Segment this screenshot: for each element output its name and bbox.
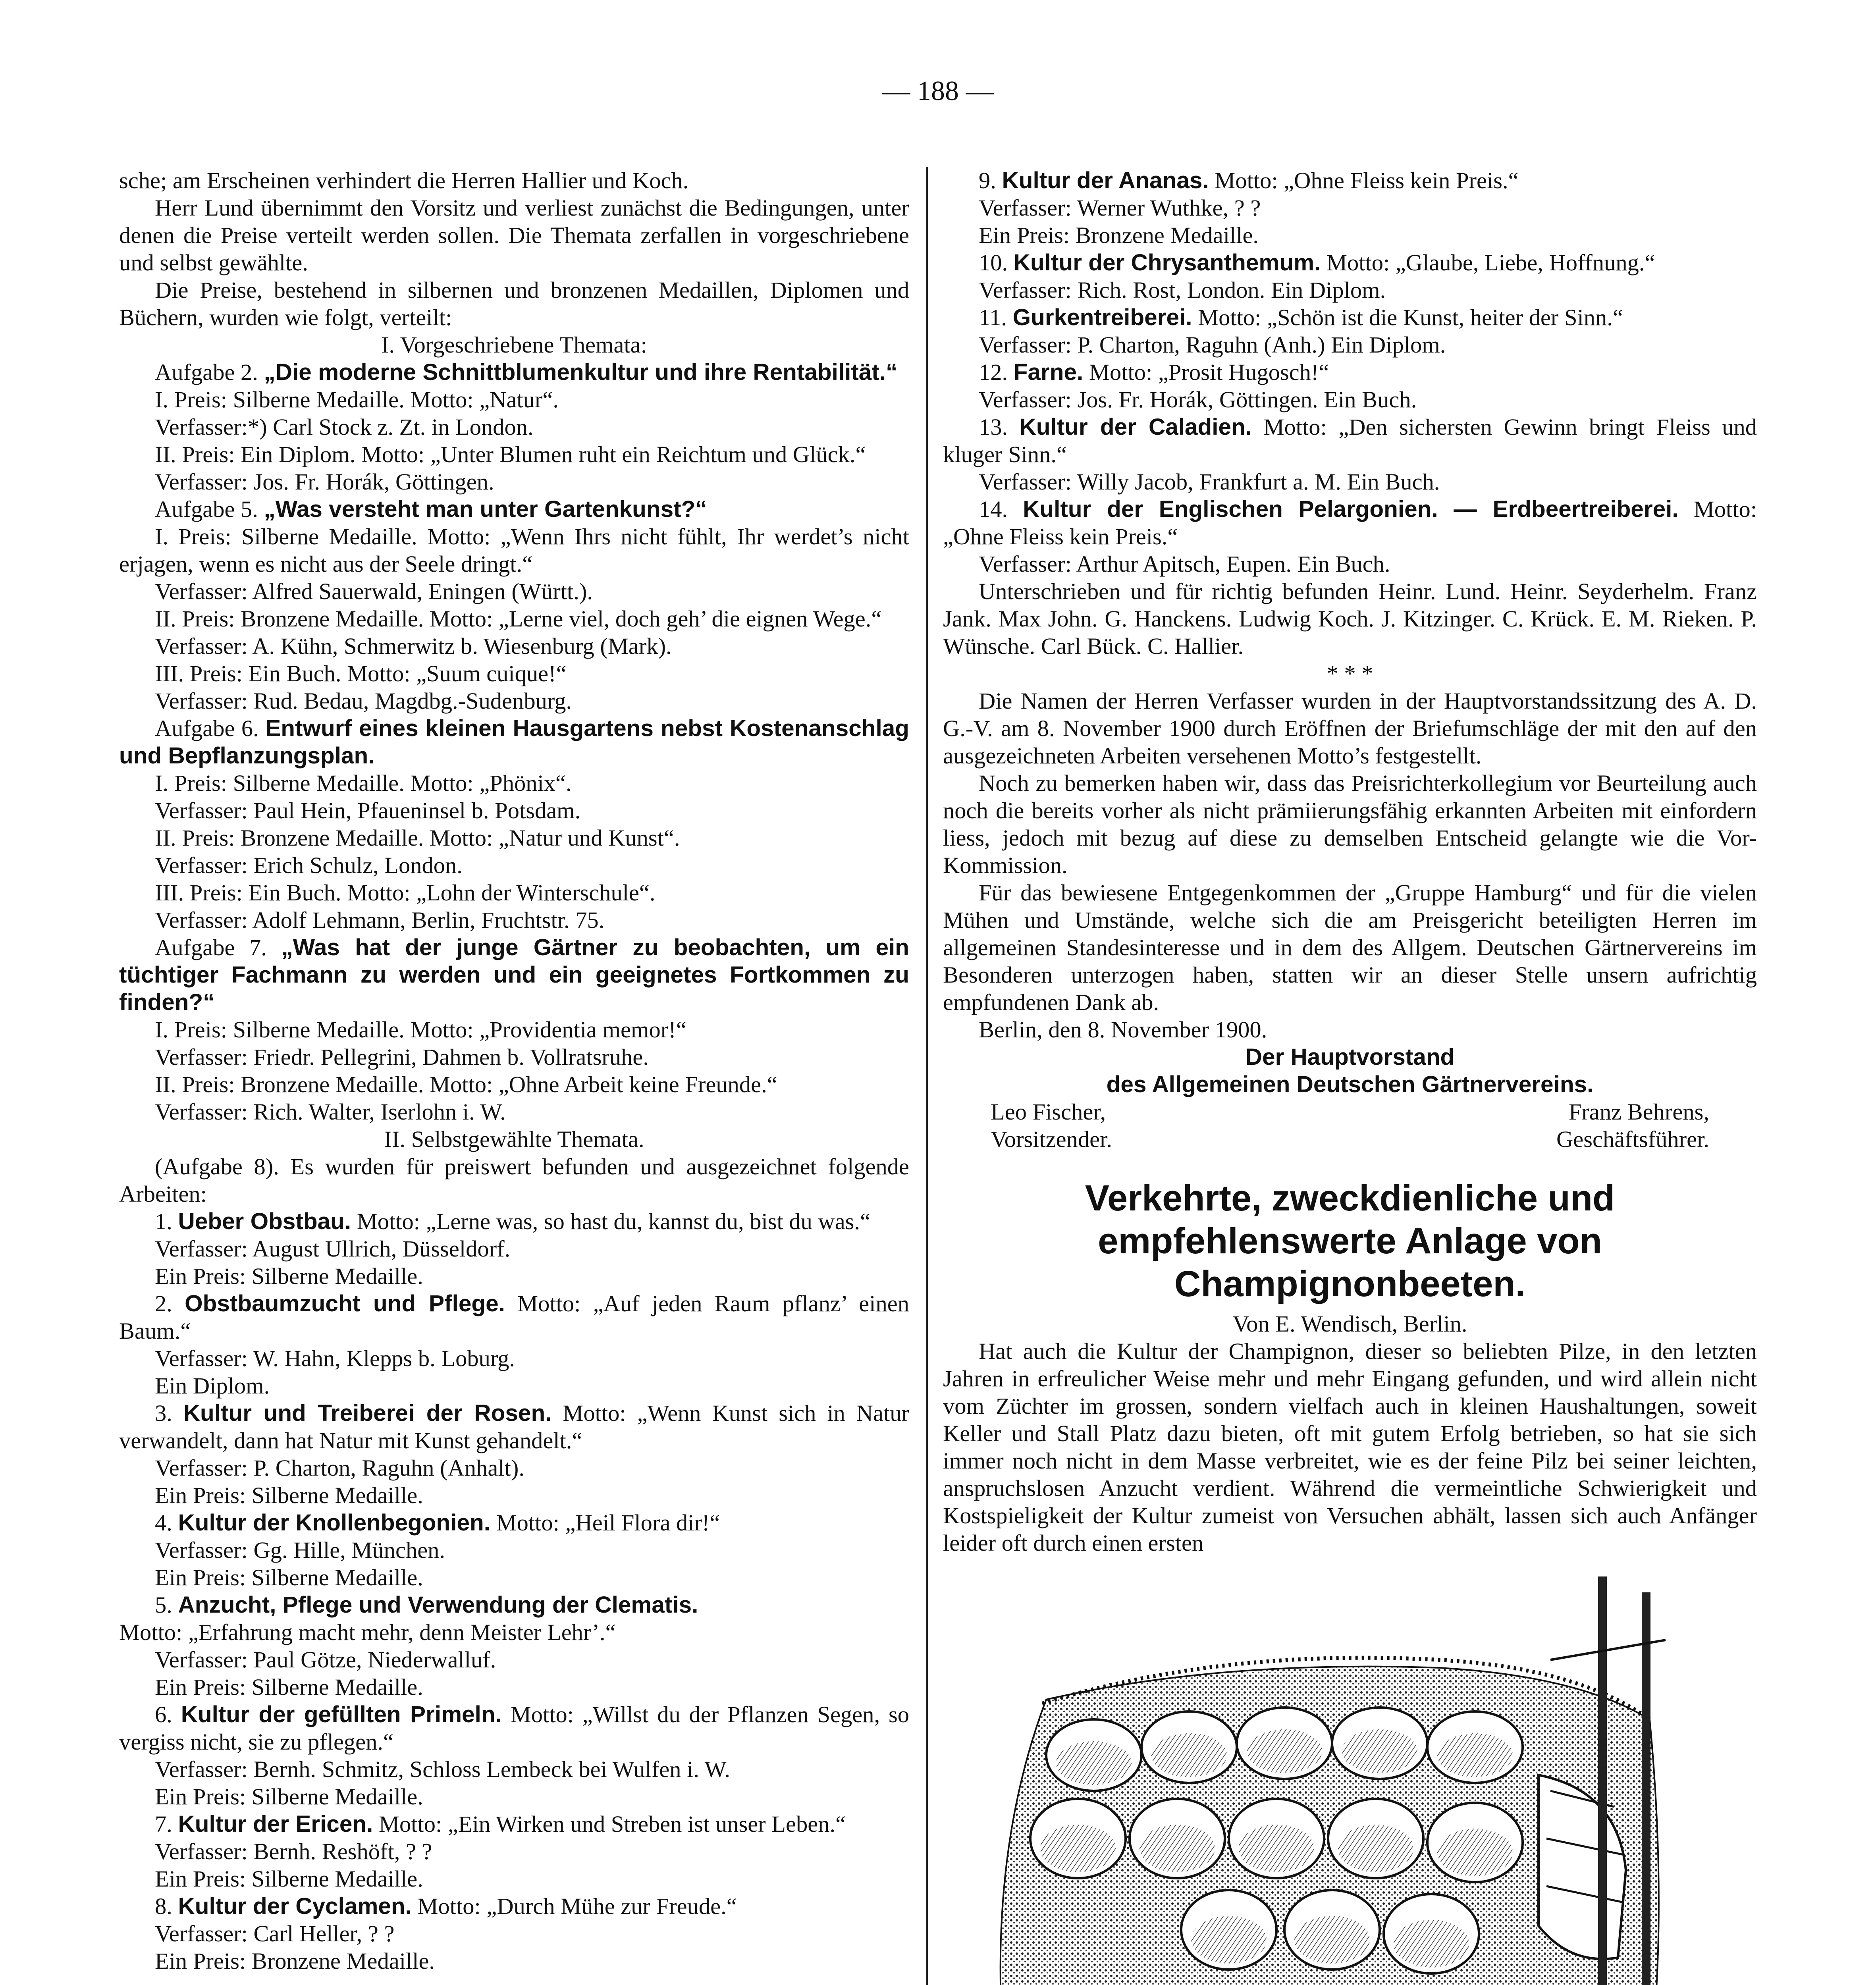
signature-role: Vorsitzender. <box>991 1126 1112 1152</box>
list-item: Ein Preis: Silberne Medaille. <box>155 1784 423 1810</box>
list-item: Verfasser: Paul Hein, Pfaueninsel b. Potsdam. <box>155 798 581 823</box>
list-item: Verfasser: August Ullrich, Düsseldorf. <box>155 1236 511 1262</box>
list-item: II. Preis: Ein Diplom. Motto: „Unter Blumen ruht ein Reichtum und Glück.“ <box>155 441 866 467</box>
right-column <box>943 167 1757 1985</box>
entry-heading: 10. Kultur der Chrysanthemum. Motto: „Glaube, Liebe, Hoffnung.“ <box>979 250 1655 276</box>
paragraph: (Aufgabe 8). Es wurden für preiswert befunden und ausgezeichnet folgende Arbeiten: <box>119 1154 909 1207</box>
champignon-bed-illustration <box>943 1569 1737 1985</box>
list-item: II. Preis: Bronzene Medaille. Motto: „Natur und Kunst“. <box>155 825 680 851</box>
list-item: Motto: „Erfahrung macht mehr, denn Meister Lehr’.“ <box>119 1619 616 1645</box>
list-item: Verfasser: P. Charton, Raguhn (Anh.) Ein Diplom. <box>979 332 1446 358</box>
list-item: Verfasser: Bernh. Schmitz, Schloss Lembeck bei Wulfen i. W. <box>155 1756 731 1782</box>
signature-name: Leo Fischer, <box>991 1099 1106 1125</box>
signature-names <box>943 1098 1757 1125</box>
entry-heading: 2. Obstbaumzucht und Pflege. Motto: „Auf jeden Raum pflanz’ einen Baum.“ <box>119 1291 909 1344</box>
list-item: I. Preis: Silberne Medaille. Motto: „Providentia memor!“ <box>155 1017 686 1043</box>
paragraph: Hat auch die Kultur der Champignon, dieser so beliebten Pilze, in den letzten Jahren in erfreulicher Weise mehr und mehr Eingang gefunden, und wird allein nicht vom Züchter im grossen, sondern vielfach auch in kleinen Haushaltungen, soweit Keller und Stall Platz dazu bieten, oft mit gutem Erfolg betrieben, so hat sie sich immer noch nicht in dem Masse verbreitet, wie es der feine Pilz bei seiner leichten, anspruchslosen Anzucht verdient. Während die vermeintliche Schwierigkeit und Kostspieligkeit der Kultur zumeist von Versuchen abhält, lassen sich auch Anfänger leider oft durch einen ersten <box>943 1338 1757 1556</box>
list-item: Verfasser: Bernh. Reshöft, ? ? <box>155 1839 432 1864</box>
list-item: Verfasser: Rich. Walter, Iserlohn i. W. <box>155 1099 506 1125</box>
list-item: Verfasser: Carl Heller, ? ? <box>155 1921 395 1946</box>
dateline: Berlin, den 8. November 1900. <box>979 1017 1267 1043</box>
list-item: Verfasser: A. Kühn, Schmerwitz b. Wiesenburg (Mark). <box>155 633 672 659</box>
entry-heading: 5. Anzucht, Pflege und Verwendung der Clematis. <box>155 1592 698 1618</box>
signature-role: Geschäftsführer. <box>1556 1126 1709 1152</box>
article-byline: Von E. Wendisch, Berlin. <box>1232 1311 1467 1337</box>
paragraph: Herr Lund übernimmt den Vorsitz und verliest zunächst die Bedingungen, unter denen die Preise verteilt werden sollen. Die Themata zerfallen in vorgeschriebene und selbst gewählte. <box>119 195 909 276</box>
entry-heading: 3. Kultur und Treiberei der Rosen. Motto: „Wenn Kunst sich in Natur verwandelt, dann hat Natur mit Kunst gehandelt.“ <box>119 1400 910 1453</box>
list-item: III. Preis: Ein Buch. Motto: „Suum cuique!“ <box>155 661 567 686</box>
left-column <box>119 167 909 1985</box>
list-item: Verfasser: Erich Schulz, London. <box>155 852 463 878</box>
list-item: Ein Preis: Silberne Medaille. <box>155 1482 423 1508</box>
task-heading: Aufgabe 2. „Die moderne Schnittblumenkultur und ihre Rentabilität.“ <box>155 359 898 385</box>
task-heading: Aufgabe 6. Entwurf eines kleinen Hausgartens nebst Kostenanschlag und Bepflanzungsplan. <box>119 715 909 769</box>
task-heading: Aufgabe 7. „Was hat der junge Gärtner zu beobachten, um ein tüchtiger Fachmann zu werden und ein geeignetes Fortkommen zu finden?“ <box>119 935 909 1015</box>
paragraph: sche; am Erscheinen verhindert die Herren Hallier und Koch. <box>119 168 689 193</box>
signature-org: Der Hauptvorstand <box>1245 1044 1455 1070</box>
list-item: Verfasser: Friedr. Pellegrini, Dahmen b. Vollratsruhe. <box>155 1044 649 1070</box>
paragraph: Die Preise, bestehend in silbernen und bronzenen Medaillen, Diplomen und Büchern, wurden wie folgt, verteilt: <box>119 277 909 330</box>
entry-heading: 7. Kultur der Ericen. Motto: „Ein Wirken und Streben ist unser Leben.“ <box>155 1811 846 1837</box>
signatories: Unterschrieben und für richtig befunden Heinr. Lund. Heinr. Seyderhelm. Franz Jank. Max John. G. Hanckens. Ludwig Koch. J. Kitzinger. C. Krück. E. M. Rieken. P. Wünsche. Carl Bück. C. Hallier. <box>943 578 1757 659</box>
list-item: Verfasser: Werner Wuthke, ? ? <box>979 195 1261 221</box>
entry-heading: 8. Kultur der Cyclamen. Motto: „Durch Mühe zur Freude.“ <box>155 1893 737 1919</box>
entry-heading: 4. Kultur der Knollenbegonien. Motto: „Heil Flora dir!“ <box>155 1510 720 1536</box>
signature-roles <box>943 1125 1757 1153</box>
entry-heading: 1. Ueber Obstbau. Motto: „Lerne was, so hast du, kannst du, bist du was.“ <box>155 1208 871 1234</box>
list-item: II. Preis: Bronzene Medaille. Motto: „Ohne Arbeit keine Freunde.“ <box>155 1072 777 1097</box>
signature-org: des Allgemeinen Deutschen Gärtnervereins. <box>1106 1072 1594 1097</box>
entry-heading: 9. Kultur der Ananas. Motto: „Ohne Fleiss kein Preis.“ <box>979 168 1519 193</box>
list-item: Verfasser: Paul Götze, Niederwalluf. <box>155 1647 496 1673</box>
list-item: Verfasser: Alfred Sauerwald, Eningen (Württ.). <box>155 578 593 604</box>
section-heading: I. Vorgeschriebene Themata: <box>381 332 647 358</box>
column-divider <box>926 167 928 1985</box>
list-item: I. Preis: Silberne Medaille. Motto: „Phönix“. <box>155 770 572 796</box>
list-item: Ein Preis: Silberne Medaille. <box>155 1674 423 1700</box>
entry-heading: 14. Kultur der Englischen Pelargonien. — Erdbeertreiberei. Motto: „Ohne Fleiss kein Preis.“ <box>943 496 1757 549</box>
list-item: I. Preis: Silberne Medaille. Motto: „Natur“. <box>155 387 559 412</box>
list-item: Verfasser: W. Hahn, Klepps b. Loburg. <box>155 1345 515 1371</box>
list-item: Ein Preis: Silberne Medaille. <box>155 1263 423 1289</box>
list-item: Verfasser: Arthur Apitsch, Eupen. Ein Buch. <box>979 551 1390 577</box>
page-number: — 188 — <box>882 76 994 106</box>
section-heading: II. Selbstgewählte Themata. <box>384 1126 644 1152</box>
paragraph: Für das bewiesene Entgegenkommen der „Gruppe Hamburg“ und für die vielen Mühen und Umstände, welche sich die am Preisgericht beteiligten Herren im allgemeinen Standesinteresse und in dem des Allgem. Deutschen Gärtnervereins im Besonderen unterzogen haben, statten wir an dieser Stelle unsern aufrichtig empfundenen Dank ab. <box>943 880 1757 1015</box>
list-item: Verfasser: Rud. Bedau, Magdbg.-Sudenburg. <box>155 688 572 714</box>
asterism: * * * <box>1327 661 1373 686</box>
list-item: Verfasser: Rich. Rost, London. Ein Diplom. <box>979 277 1386 303</box>
list-item: Verfasser: Adolf Lehmann, Berlin, Fruchtstr. 75. <box>155 907 605 933</box>
entry-heading: 12. Farne. Motto: „Prosit Hugosch!“ <box>979 359 1329 385</box>
paragraph: Noch zu bemerken haben wir, dass das Preisrichterkollegium vor Beurteilung auch noch die bereits vorher als nicht prämiierungsfähig erkannten Arbeiten mit einfordern liess, jedoch mit bezug auf diese zu demselben Entscheid gelangte wie die Vor-Kommission. <box>943 770 1757 878</box>
list-item: Verfasser:*) Carl Stock z. Zt. in London. <box>155 414 534 440</box>
list-item: Verfasser: Jos. Fr. Horák, Göttingen. Ein Buch. <box>979 387 1417 412</box>
entry-heading: 13. Kultur der Caladien. Motto: „Den sichersten Gewinn bringt Fleiss und kluger Sinn.“ <box>943 414 1757 467</box>
list-item: Verfasser: Jos. Fr. Horák, Göttingen. <box>155 469 494 495</box>
list-item: Verfasser: Willy Jacob, Frankfurt a. M. Ein Buch. <box>979 469 1440 495</box>
list-item: II. Preis: Bronzene Medaille. Motto: „Lerne viel, doch geh’ die eignen Wege.“ <box>155 606 882 632</box>
task-heading: Aufgabe 5. „Was versteht man unter Gartenkunst?“ <box>155 496 707 522</box>
entry-heading: 6. Kultur der gefüllten Primeln. Motto: „Willst du der Pflanzen Segen, so vergiss nicht, sie zu pflegen.“ <box>119 1702 909 1755</box>
list-item: I. Preis: Silberne Medaille. Motto: „Wenn Ihrs nicht fühlt, Ihr werdet’s nicht erjagen, wenn es nicht aus der Seele dringt.“ <box>119 524 909 577</box>
list-item: Verfasser: P. Charton, Raguhn (Anhalt). <box>155 1455 524 1481</box>
list-item: Ein Preis: Silberne Medaille. <box>155 1565 423 1590</box>
list-item: III. Preis: Ein Buch. Motto: „Lohn der Winterschule“. <box>155 880 656 906</box>
list-item: Ein Diplom. <box>155 1373 270 1399</box>
list-item: Ein Preis: Silberne Medaille. <box>155 1866 423 1892</box>
paragraph: Die Namen der Herren Verfasser wurden in der Hauptvorstandssitzung des A. D. G.-V. am 8. November 1900 durch Eröffnen der Briefumschläge der mit den auf den ausgezeichneten Arbeiten versehenen Motto’s festgestellt. <box>943 688 1757 769</box>
signature-name: Franz Behrens, <box>1568 1099 1709 1125</box>
list-item: Verfasser: Gg. Hille, München. <box>155 1537 445 1563</box>
list-item: Ein Preis: Bronzene Medaille. <box>155 1948 435 1974</box>
list-item: Ein Preis: Bronzene Medaille. <box>979 222 1259 248</box>
entry-heading: 11. Gurkentreiberei. Motto: „Schön ist die Kunst, heiter der Sinn.“ <box>979 304 1623 330</box>
article-headline: Verkehrte, zweckdienliche und empfehlenswerte Anlage von Champignonbeeten. <box>1085 1178 1615 1304</box>
